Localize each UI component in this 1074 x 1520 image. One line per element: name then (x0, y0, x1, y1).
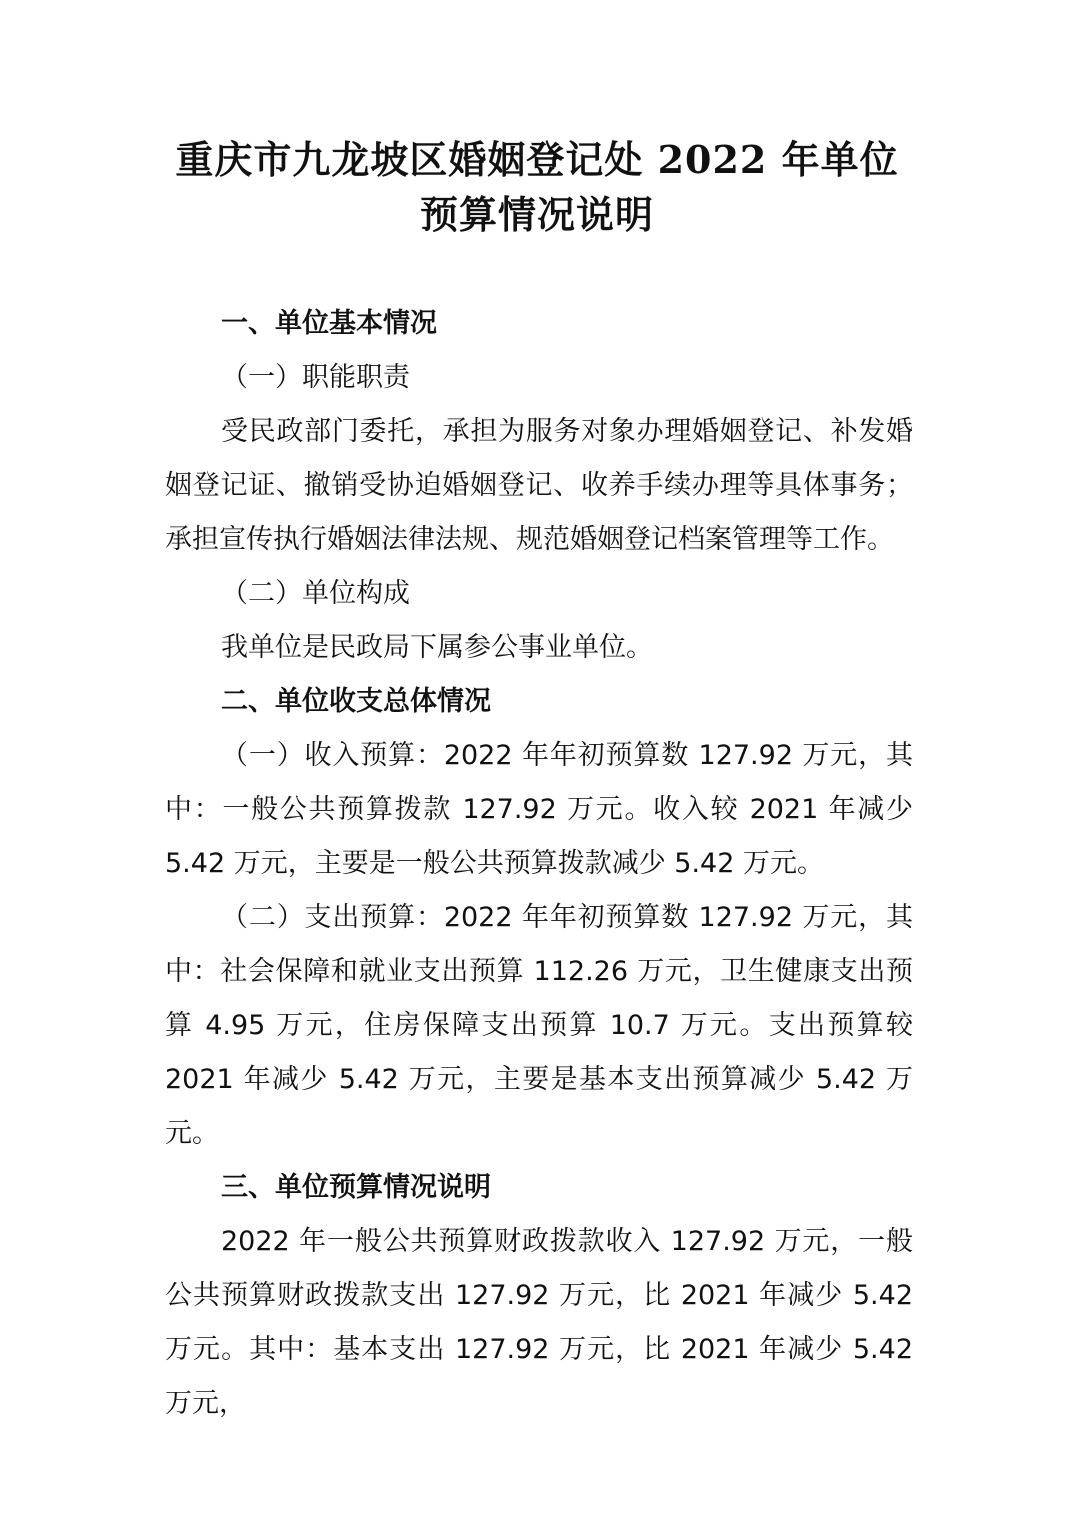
section-2-income-paragraph: （一）收入预算：2022 年年初预算数 127.92 万元，其中：一般公共预算拨款 127.92 万元。收入较 2021 年减少 5.42 万元，主要是一般公共预算拨款减少 5.42 万元。 (165, 740, 913, 879)
document-title-line-1: 重庆市九龙坡区婚姻登记处 2022 年单位 (175, 137, 899, 182)
section-1-sub-2-heading: （二）单位构成 (221, 578, 410, 609)
section-2-heading: 二、单位收支总体情况 (221, 686, 491, 717)
section-3-heading: 三、单位预算情况说明 (221, 1172, 491, 1203)
section-1-sub-1-body: 受民政部门委托，承担为服务对象办理婚姻登记、补发婚姻登记证、撤销受协迫婚姻登记、收养手续办理等具体事务；承担宣传执行婚姻法律法规、规范婚姻登记档案管理等工作。 (165, 416, 913, 555)
section-1-sub-1-heading: （一）职能职责 (221, 362, 410, 393)
section-2-expense-paragraph: （二）支出预算：2022 年年初预算数 127.92 万元，其中：社会保障和就业支出预算 112.26 万元，卫生健康支出预算 4.95 万元，住房保障支出预算 10.7 万元。支出预算较 2021 年减少 5.42 万元，主要是基本支出预算减少 5.42 万元。 (165, 902, 913, 1149)
section-3-body: 2022 年一般公共预算财政拨款收入 127.92 万元，一般公共预算财政拨款支出 127.92 万元，比 2021 年减少 5.42 万元。其中：基本支出 127.92 万元，比 2021 年减少 5.42 万元， (165, 1226, 913, 1419)
document-title-line-2: 预算情况说明 (419, 192, 654, 237)
document-body (165, 297, 913, 1431)
section-1-sub-2-body: 我单位是民政局下属参公事业单位。 (221, 632, 653, 663)
section-1-heading: 一、单位基本情况 (221, 308, 437, 339)
